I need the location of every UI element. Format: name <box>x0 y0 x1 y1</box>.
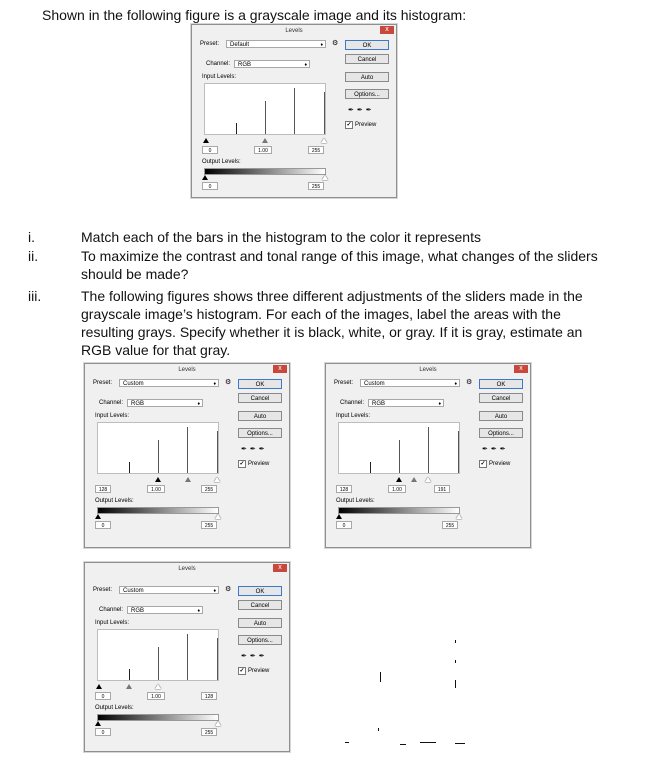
ok-button[interactable]: OK <box>238 586 282 596</box>
input-black-slider[interactable] <box>96 684 102 689</box>
histogram-bar <box>217 638 218 680</box>
input-black-slider[interactable] <box>155 477 161 482</box>
chevron-down-icon: ♦ <box>197 401 200 407</box>
input-white-slider[interactable] <box>321 138 327 143</box>
output-white-field[interactable]: 255 <box>201 521 217 529</box>
input-white-field[interactable]: 191 <box>434 485 450 493</box>
output-white-field[interactable]: 255 <box>442 521 458 529</box>
ok-button[interactable]: OK <box>238 379 282 389</box>
input-white-slider[interactable] <box>425 477 431 482</box>
output-black-slider[interactable] <box>336 514 342 519</box>
histogram-bar <box>158 647 159 680</box>
histogram-bar <box>294 88 295 134</box>
histogram-bar <box>187 634 188 680</box>
output-black-field[interactable]: 0 <box>95 728 111 736</box>
question-1-line-1: Match each of the bars in the histogram to the color it represents <box>81 229 481 245</box>
input-levels-label: Input Levels: <box>336 413 371 419</box>
preset-select[interactable] <box>226 40 326 48</box>
channel-value: RGB <box>131 608 145 614</box>
chevron-down-icon: ♦ <box>454 381 457 387</box>
output-levels-label: Output Levels: <box>202 159 241 165</box>
channel-select[interactable] <box>127 399 203 407</box>
channel-select[interactable] <box>127 606 203 614</box>
auto-button[interactable]: Auto <box>345 72 389 82</box>
channel-label: Channel: <box>340 400 365 406</box>
gear-icon[interactable]: ⚙ <box>466 379 473 386</box>
output-black-slider[interactable] <box>202 175 208 180</box>
eyedropper-icons[interactable]: ✒✒✒ <box>348 107 375 114</box>
close-button[interactable]: x <box>380 26 394 34</box>
output-white-field[interactable]: 255 <box>308 182 324 190</box>
preset-value: Custom <box>123 381 144 387</box>
levels-dialog-adjustment-3 <box>84 562 290 752</box>
histogram-bar <box>129 462 130 473</box>
input-gamma-slider[interactable] <box>262 138 268 143</box>
channel-label: Channel: <box>99 607 124 613</box>
preset-label: Preset: <box>200 41 220 47</box>
channel-select[interactable] <box>234 60 310 68</box>
channel-label: Channel: <box>206 61 231 67</box>
input-gamma-slider[interactable] <box>126 684 132 689</box>
histogram-bar <box>370 462 371 473</box>
preview-checkbox[interactable] <box>238 667 269 675</box>
input-gamma-field[interactable]: 1.00 <box>388 485 406 493</box>
input-gamma-field[interactable]: 1.00 <box>147 485 165 493</box>
output-levels-label: Output Levels: <box>336 498 375 504</box>
eyedropper-icons[interactable]: ✒✒✒ <box>241 653 268 660</box>
question-3-line-4: RGB value for that gray. <box>81 342 231 358</box>
preview-checkbox[interactable] <box>238 460 269 468</box>
histogram-bar <box>399 440 400 473</box>
preview-label: Preview <box>489 461 511 467</box>
preset-label: Preset: <box>93 380 113 386</box>
auto-button[interactable]: Auto <box>479 411 523 421</box>
question-2-line-1: To maximize the contrast and tonal range of this image, what changes of the sliders <box>81 248 598 264</box>
preset-select[interactable] <box>119 379 219 387</box>
ok-button[interactable]: OK <box>345 40 389 50</box>
output-black-slider[interactable] <box>95 514 101 519</box>
question-numeral-2: ii. <box>28 248 39 264</box>
histogram-bar <box>428 427 429 473</box>
histogram-bar <box>158 440 159 473</box>
question-3-line-3: resulting grays. Specify whether it is black, white, or gray. If it is gray, estimate an <box>81 324 583 340</box>
checkbox-check-icon[interactable]: ✓ <box>239 461 245 467</box>
histogram-bar <box>129 669 130 680</box>
question-2-line-2: should be made? <box>81 266 189 282</box>
preset-label: Preset: <box>334 380 354 386</box>
preset-value: Custom <box>364 381 385 387</box>
dialog-title: Levels <box>285 28 303 34</box>
output-white-slider[interactable] <box>215 514 221 519</box>
output-black-slider[interactable] <box>95 721 101 726</box>
cancel-button[interactable]: Cancel <box>238 600 282 610</box>
output-black-field[interactable]: 0 <box>336 521 352 529</box>
preset-select[interactable] <box>119 586 219 594</box>
preview-checkbox[interactable] <box>345 121 376 129</box>
question-3-line-1: The following figures shows three different adjustments of the sliders made in the <box>81 288 583 304</box>
options-button[interactable]: Options... <box>238 428 282 438</box>
auto-button[interactable]: Auto <box>238 618 282 628</box>
input-white-field[interactable]: 255 <box>308 146 324 154</box>
cancel-button[interactable]: Cancel <box>238 393 282 403</box>
input-black-field[interactable]: 128 <box>336 485 352 493</box>
output-gradient <box>97 714 219 721</box>
levels-dialog-adjustment-2 <box>325 363 531 548</box>
levels-dialog-adjustment-1 <box>84 363 290 548</box>
channel-select[interactable] <box>368 399 444 407</box>
cancel-button[interactable]: Cancel <box>345 54 389 64</box>
channel-value: RGB <box>131 401 145 407</box>
output-levels-label: Output Levels: <box>95 705 134 711</box>
histogram-bar <box>187 427 188 473</box>
histogram-bar <box>236 123 237 134</box>
channel-value: RGB <box>372 401 386 407</box>
dialog-title: Levels <box>178 367 196 373</box>
output-white-slider[interactable] <box>215 721 221 726</box>
options-button[interactable]: Options... <box>345 89 389 99</box>
input-gamma-field[interactable]: 1.00 <box>254 146 272 154</box>
output-gradient <box>338 507 460 514</box>
histogram-bar <box>217 431 218 473</box>
input-black-slider[interactable] <box>396 477 402 482</box>
options-button[interactable]: Options... <box>479 428 523 438</box>
input-black-field[interactable]: 0 <box>202 146 218 154</box>
input-gamma-field[interactable]: 1.00 <box>147 692 165 700</box>
eyedropper-icons[interactable]: ✒✒✒ <box>482 446 509 453</box>
options-button[interactable]: Options... <box>238 635 282 645</box>
gear-icon[interactable]: ⚙ <box>332 40 339 47</box>
input-gamma-slider[interactable] <box>411 477 417 482</box>
input-levels-label: Input Levels: <box>95 620 130 626</box>
question-numeral-3: iii. <box>28 288 42 304</box>
preset-value: Custom <box>123 588 144 594</box>
gear-icon[interactable]: ⚙ <box>225 586 232 593</box>
preview-label: Preview <box>248 668 270 674</box>
chevron-down-icon: ♦ <box>213 588 216 594</box>
input-white-field[interactable]: 255 <box>201 485 217 493</box>
output-gradient <box>204 168 326 175</box>
checkbox-check-icon[interactable]: ✓ <box>480 461 486 467</box>
close-button[interactable]: x <box>514 365 528 373</box>
output-white-slider[interactable] <box>322 175 328 180</box>
histogram <box>338 422 460 474</box>
checkbox-check-icon[interactable]: ✓ <box>346 122 352 128</box>
histogram <box>97 422 219 474</box>
intro-text: Shown in the following figure is a grayscale image and its histogram: <box>42 7 467 23</box>
output-white-field[interactable]: 255 <box>201 728 217 736</box>
question-3-line-2: grayscale image’s histogram. For each of the images, label the areas with the <box>81 306 561 322</box>
input-levels-label: Input Levels: <box>202 74 237 80</box>
chevron-down-icon: ♦ <box>438 401 441 407</box>
preset-select[interactable] <box>360 379 460 387</box>
chevron-down-icon: ♦ <box>213 381 216 387</box>
output-white-slider[interactable] <box>456 514 462 519</box>
preview-checkbox[interactable] <box>479 460 510 468</box>
output-levels-label: Output Levels: <box>95 498 134 504</box>
close-button[interactable]: x <box>273 365 287 373</box>
preview-label: Preview <box>355 122 377 128</box>
close-button[interactable]: x <box>273 564 287 572</box>
ok-button[interactable]: OK <box>479 379 523 389</box>
checkbox-check-icon[interactable]: ✓ <box>239 668 245 674</box>
channel-label: Channel: <box>99 400 124 406</box>
histogram <box>204 83 326 135</box>
histogram <box>97 629 219 681</box>
input-black-field[interactable]: 0 <box>95 692 111 700</box>
output-black-field[interactable]: 0 <box>202 182 218 190</box>
channel-value: RGB <box>238 62 252 68</box>
chevron-down-icon: ♦ <box>320 42 323 48</box>
preset-value: Default <box>230 42 250 48</box>
input-levels-label: Input Levels: <box>95 413 130 419</box>
preview-label: Preview <box>248 461 270 467</box>
input-white-field[interactable]: 128 <box>201 692 217 700</box>
input-white-slider[interactable] <box>214 477 220 482</box>
auto-button[interactable]: Auto <box>238 411 282 421</box>
output-gradient <box>97 507 219 514</box>
input-black-slider[interactable] <box>203 138 209 143</box>
chevron-down-icon: ♦ <box>197 608 200 614</box>
dialog-title: Levels <box>178 566 196 572</box>
preset-label: Preset: <box>93 587 113 593</box>
cancel-button[interactable]: Cancel <box>479 393 523 403</box>
gear-icon[interactable]: ⚙ <box>225 379 232 386</box>
eyedropper-icons[interactable]: ✒✒✒ <box>241 446 268 453</box>
levels-dialog-main <box>191 24 397 198</box>
input-black-field[interactable]: 128 <box>95 485 111 493</box>
question-numeral-1: i. <box>28 229 35 245</box>
dialog-title: Levels <box>419 367 437 373</box>
histogram-bar <box>265 101 266 134</box>
histogram-bar <box>324 92 325 134</box>
input-white-slider[interactable] <box>155 684 161 689</box>
histogram-bar <box>458 431 459 473</box>
output-black-field[interactable]: 0 <box>95 521 111 529</box>
input-gamma-slider[interactable] <box>185 477 191 482</box>
chevron-down-icon: ♦ <box>304 62 307 68</box>
